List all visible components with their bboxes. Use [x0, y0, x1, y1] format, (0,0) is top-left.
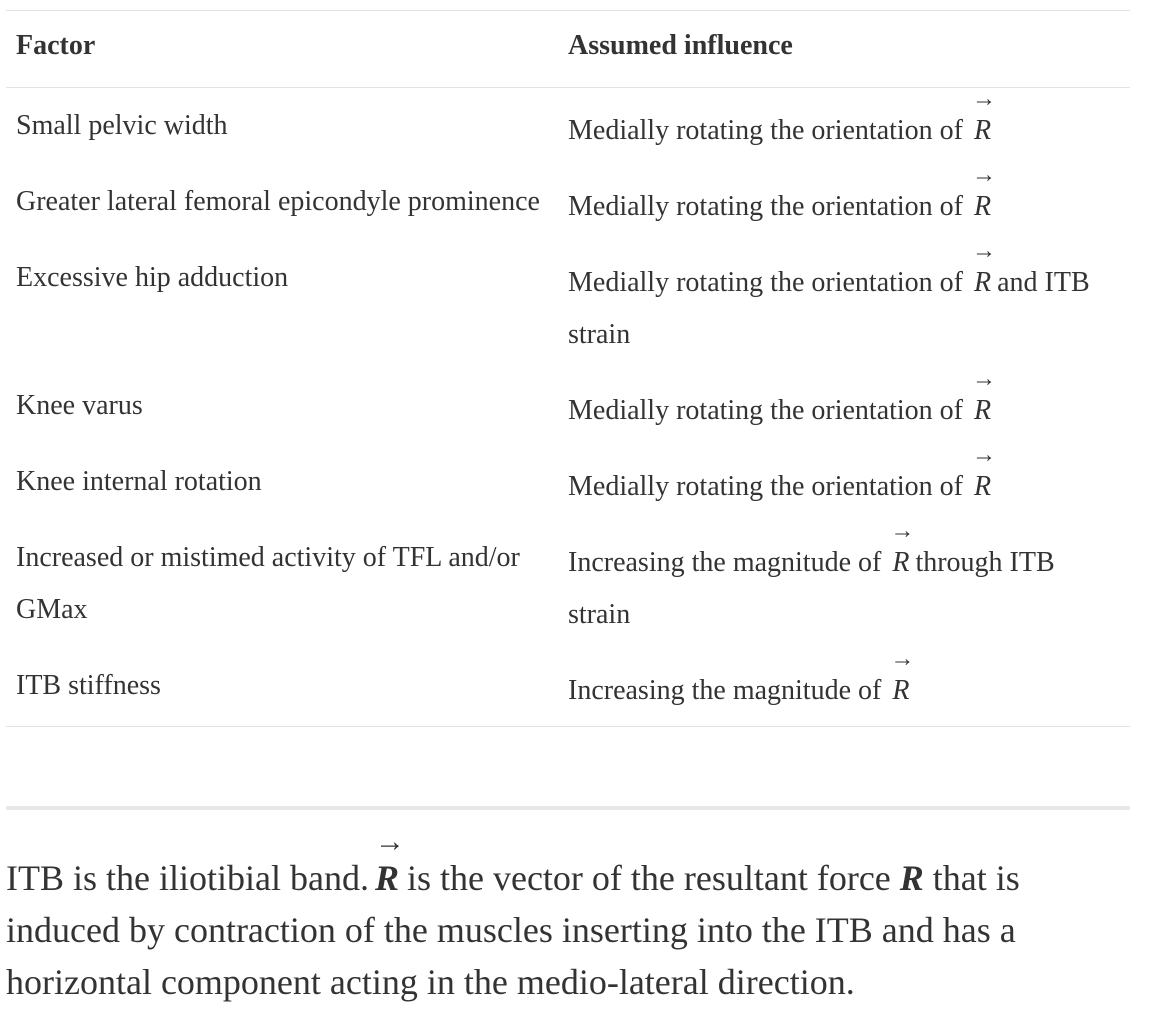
table-row	[6, 520, 1130, 648]
factor-cell: Small pelvic width	[16, 110, 228, 141]
influence-text	[568, 646, 915, 706]
influence-text	[568, 86, 997, 146]
vector-letter: R	[974, 115, 992, 146]
vector-arrow-icon: →	[972, 366, 997, 392]
factor-cell: Greater lateral femoral epicondyle prominence	[16, 186, 540, 217]
vector-arrow-icon: →	[890, 646, 915, 672]
influence-text	[568, 366, 997, 426]
vector-letter: R	[974, 395, 992, 426]
table-body	[6, 88, 1130, 727]
footnote-text-1: ITB is the iliotibial band.	[6, 858, 369, 898]
vector-letter: R	[892, 547, 910, 578]
influence-pre-text: Medially rotating the orientation of	[568, 191, 964, 222]
vector-arrow-icon: →	[972, 238, 997, 264]
influence-cell	[558, 648, 1130, 727]
influence-text	[568, 518, 1055, 630]
table-row	[6, 164, 1130, 240]
influence-post-text: and ITB strain	[568, 267, 1090, 350]
factor-cell: Knee internal rotation	[16, 466, 262, 497]
factor-cell: Knee varus	[16, 390, 143, 421]
table-header-row	[6, 11, 1130, 88]
vector-r-symbol	[972, 86, 997, 157]
influence-cell	[558, 520, 1130, 648]
vector-letter: R	[374, 858, 399, 898]
force-r-symbol: R	[899, 858, 924, 898]
table-row	[6, 368, 1130, 444]
vector-r-symbol	[972, 442, 997, 513]
factor-cell: ITB stiffness	[6, 648, 558, 727]
influence-cell	[558, 164, 1130, 240]
vector-r-symbol	[890, 646, 915, 717]
influence-text	[568, 442, 997, 502]
influence-cell	[558, 240, 1130, 368]
influence-pre-text: Increasing the magnitude of	[568, 675, 882, 706]
factor-table-container	[6, 10, 1130, 727]
influence-pre-text: Medially rotating the orientation of	[568, 395, 964, 426]
factor-cell: Increased or mistimed activity of TFL and/or GMax	[16, 542, 520, 625]
influence-cell	[558, 368, 1130, 444]
influence-pre-text: Medially rotating the orientation of	[568, 115, 964, 146]
influence-pre-text: Medially rotating the orientation of	[568, 471, 964, 502]
factor-table	[6, 11, 1130, 727]
vector-arrow-icon: →	[972, 442, 997, 468]
section-divider	[6, 806, 1130, 810]
table-row	[6, 648, 1130, 727]
factor-cell: Excessive hip adduction	[16, 262, 289, 293]
column-header-influence: Assumed influence	[558, 11, 1130, 88]
vector-letter: R	[974, 471, 992, 502]
column-header-factor: Factor	[6, 11, 558, 88]
vector-arrow-icon: →	[972, 86, 997, 112]
influence-post-text: through ITB strain	[568, 547, 1055, 630]
influence-text	[568, 238, 1090, 350]
footnote-text-3: that is induced by contraction of the muscles inserting into the ITB and has a horizontal component acting in the medio-lateral direction.	[6, 858, 1020, 1002]
influence-pre-text: Increasing the magnitude of	[568, 547, 882, 578]
influence-text	[568, 162, 997, 222]
table-footnote	[6, 825, 1136, 1008]
influence-cell	[558, 88, 1130, 165]
vector-letter: R	[974, 191, 992, 222]
vector-letter: R	[892, 675, 910, 706]
influence-cell	[558, 444, 1130, 520]
vector-arrow-icon: →	[890, 518, 915, 544]
vector-letter: R	[974, 267, 992, 298]
table-row	[6, 240, 1130, 368]
table-row	[6, 444, 1130, 520]
influence-pre-text: Medially rotating the orientation of	[568, 267, 964, 298]
table-row	[6, 88, 1130, 165]
vector-r-symbol	[374, 825, 405, 904]
vector-r-symbol	[890, 518, 915, 589]
vector-r-symbol	[972, 238, 997, 309]
footnote-text-2: is the vector of the resultant force	[406, 858, 891, 898]
vector-r-symbol	[972, 366, 997, 437]
vector-r-symbol	[972, 162, 997, 233]
vector-arrow-icon: →	[374, 825, 405, 858]
vector-arrow-icon: →	[972, 162, 997, 188]
